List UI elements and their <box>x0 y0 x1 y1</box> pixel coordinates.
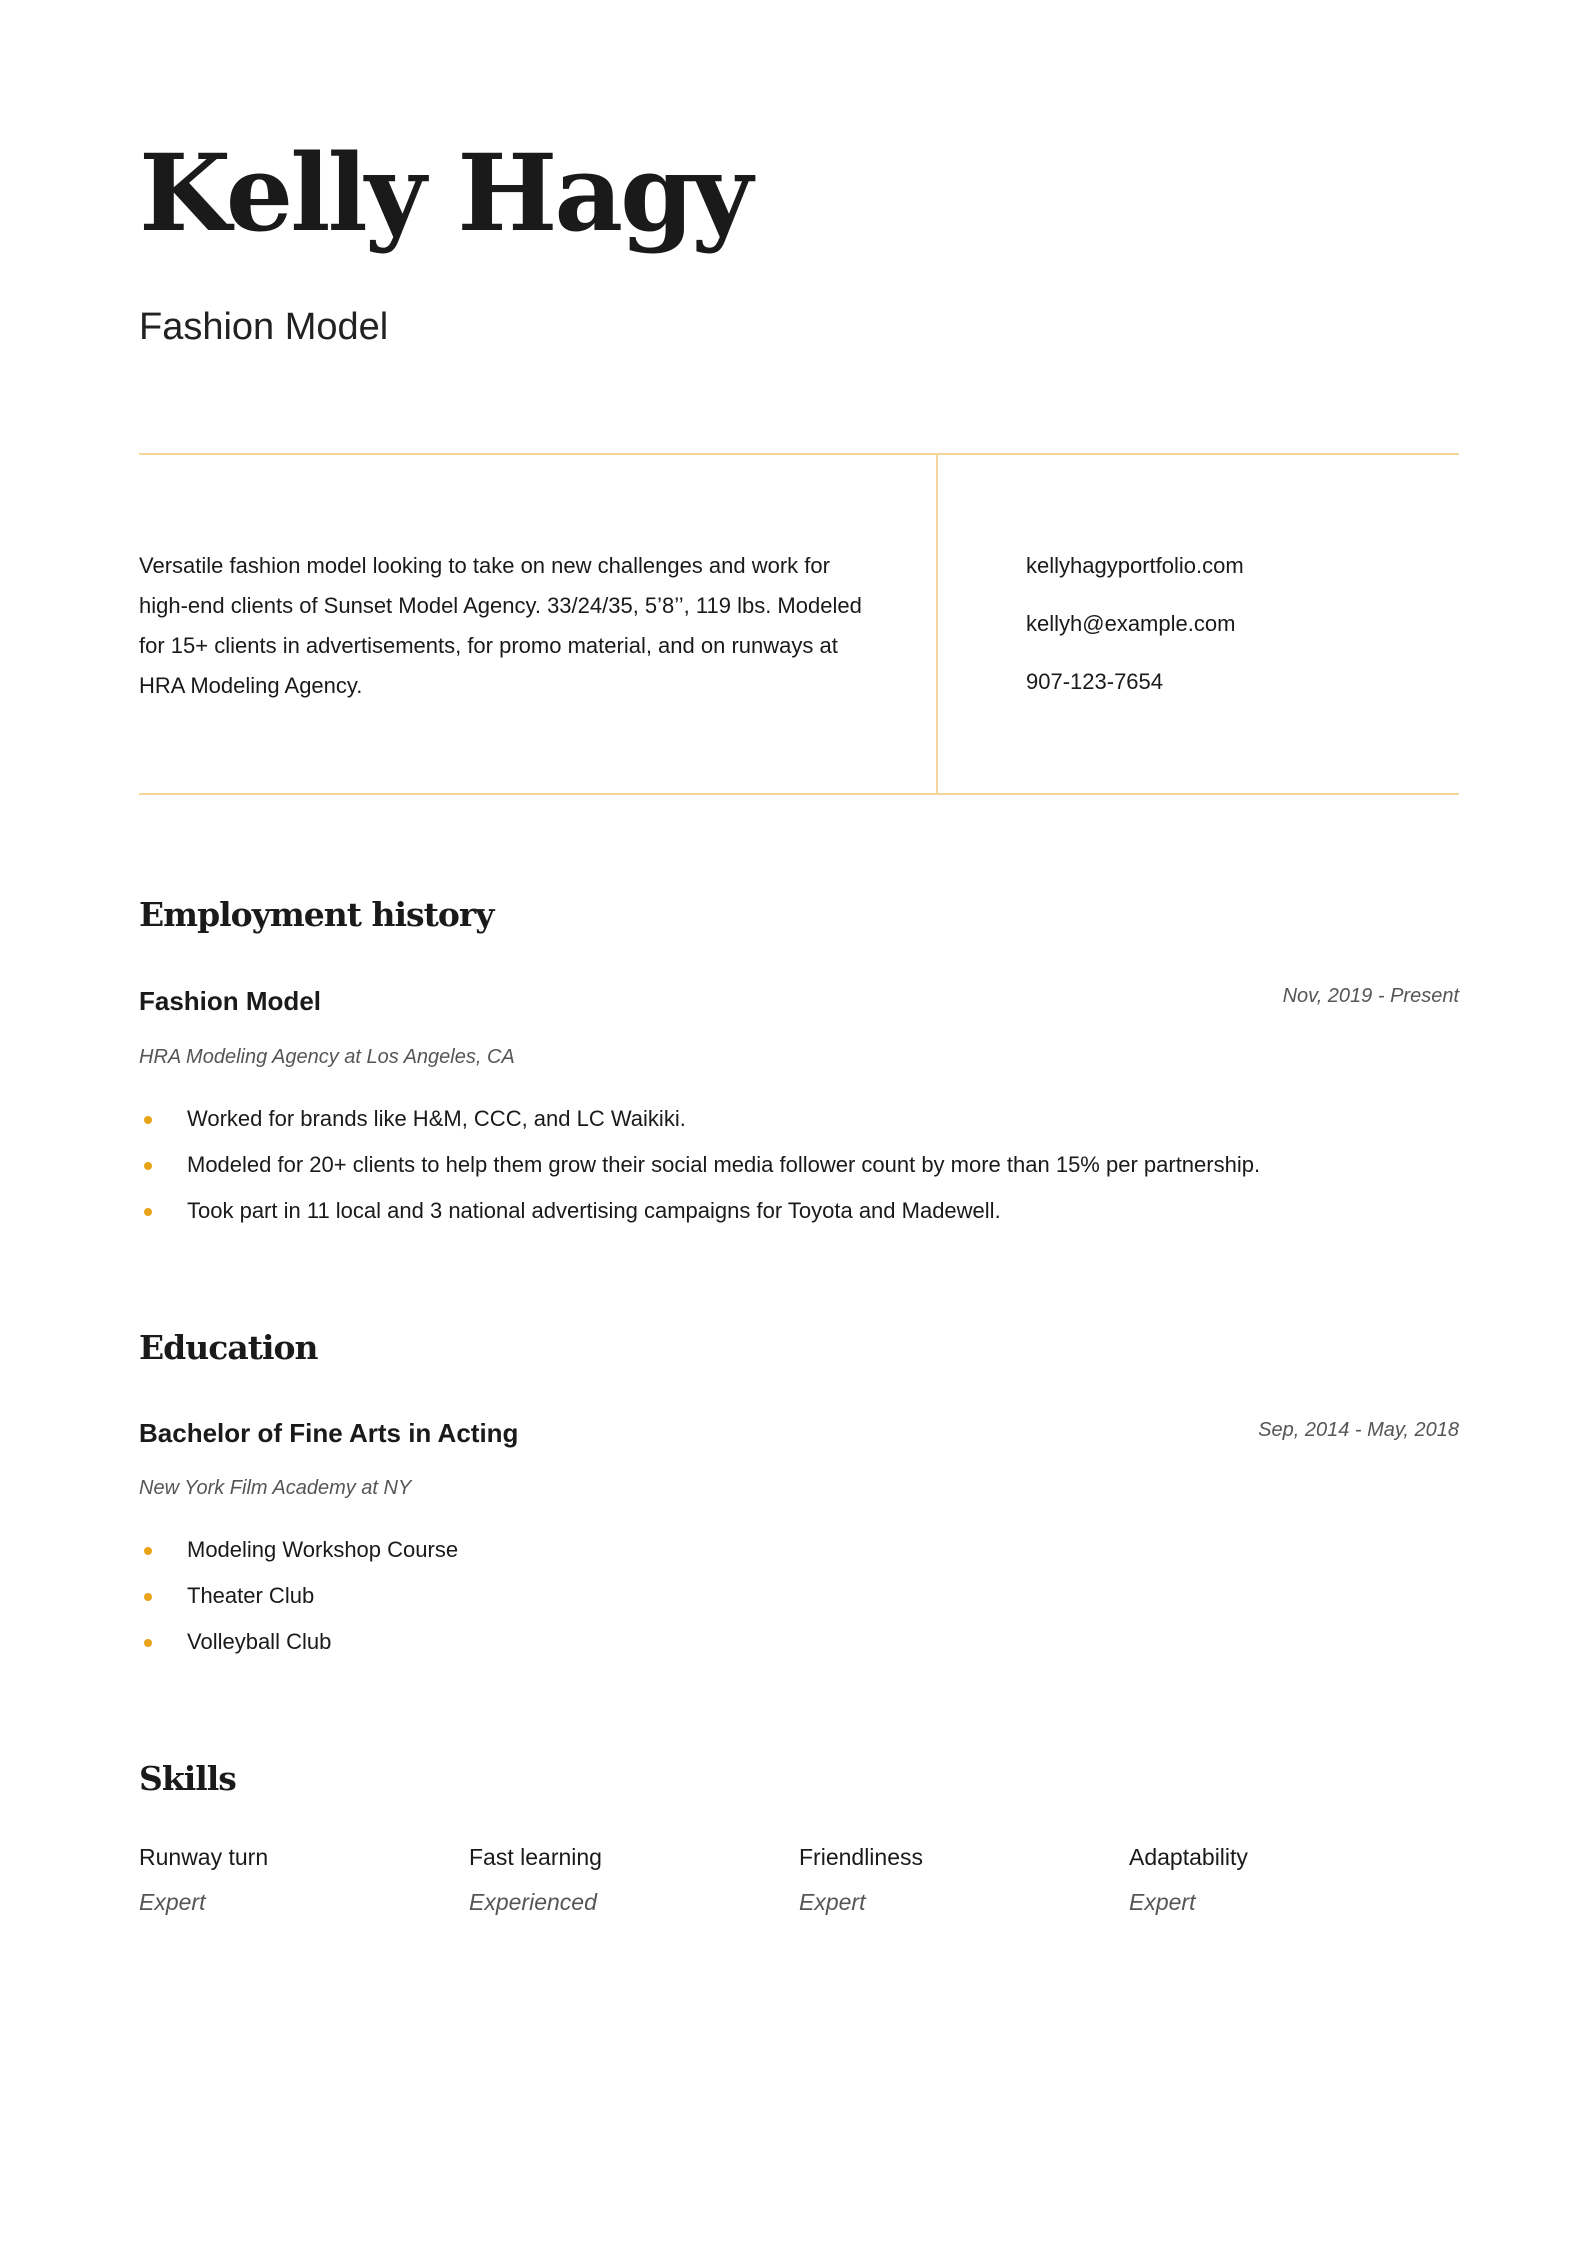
skill-level: Expert <box>1129 1889 1196 1915</box>
contact-phone[interactable]: 907-123-7654 <box>1026 669 1164 694</box>
bullet-dot-icon <box>144 1208 152 1216</box>
education-dates: Sep, 2014 - May, 2018 <box>1258 1419 1459 1441</box>
list-item: Modeling Workshop Course <box>139 1527 458 1573</box>
list-item: Theater Club <box>139 1573 458 1619</box>
skills-heading: Skills <box>139 1759 236 1798</box>
list-item: Modeled for 20+ clients to help them grow their social media follower count by more than 15% per partnership. <box>139 1142 1260 1188</box>
profile-divider <box>936 455 938 793</box>
degree-title: Bachelor of Fine Arts in Acting <box>139 1418 519 1448</box>
skill-level: Expert <box>799 1889 866 1915</box>
bullet-dot-icon <box>144 1162 152 1170</box>
resume-page <box>139 0 1459 2244</box>
job-bullet-list <box>139 1096 1260 1234</box>
skill-name: Adaptability <box>1129 1844 1248 1870</box>
list-item: Took part in 11 local and 3 national advertising campaigns for Toyota and Madewell. <box>139 1188 1260 1234</box>
skill-item <box>799 1846 1099 1914</box>
profile-box <box>139 453 1459 795</box>
skill-name: Friendliness <box>799 1844 923 1870</box>
employment-heading: Employment history <box>139 895 494 934</box>
skill-level: Expert <box>139 1889 206 1915</box>
skills-grid <box>139 1846 1459 1946</box>
bullet-dot-icon <box>144 1639 152 1647</box>
profile-summary: Versatile fashion model looking to take on new challenges and work for high-end clients of Sunset Model Agency. 33/24/35, 5’8’’, 119 lbs. Modeled for 15+ clients in advertisements, for promo material, and on runways at HRA Modeling Agency. <box>139 553 862 698</box>
contact-website[interactable]: kellyhagyportfolio.com <box>1026 553 1244 578</box>
skill-item <box>469 1846 769 1914</box>
bullet-dot-icon <box>144 1547 152 1555</box>
education-school: New York Film Academy at NY <box>139 1477 412 1499</box>
education-bullet-list <box>139 1527 458 1665</box>
job-title: Fashion Model <box>139 986 321 1016</box>
skill-name: Fast learning <box>469 1844 602 1870</box>
job-dates: Nov, 2019 - Present <box>1282 985 1459 1007</box>
bullet-dot-icon <box>144 1593 152 1601</box>
candidate-title: Fashion Model <box>139 306 389 348</box>
skill-name: Runway turn <box>139 1844 269 1870</box>
candidate-name: Kelly Hagy <box>139 130 750 255</box>
skill-item <box>139 1846 439 1914</box>
job-employer: HRA Modeling Agency at Los Angeles, CA <box>139 1046 515 1068</box>
education-heading: Education <box>139 1328 318 1367</box>
list-item: Worked for brands like H&M, CCC, and LC Waikiki. <box>139 1096 1260 1142</box>
skill-level: Experienced <box>469 1889 597 1915</box>
contact-list <box>1026 546 1244 720</box>
contact-email[interactable]: kellyh@example.com <box>1026 611 1236 636</box>
skill-item <box>1129 1846 1429 1914</box>
bullet-dot-icon <box>144 1116 152 1124</box>
list-item: Volleyball Club <box>139 1619 458 1665</box>
